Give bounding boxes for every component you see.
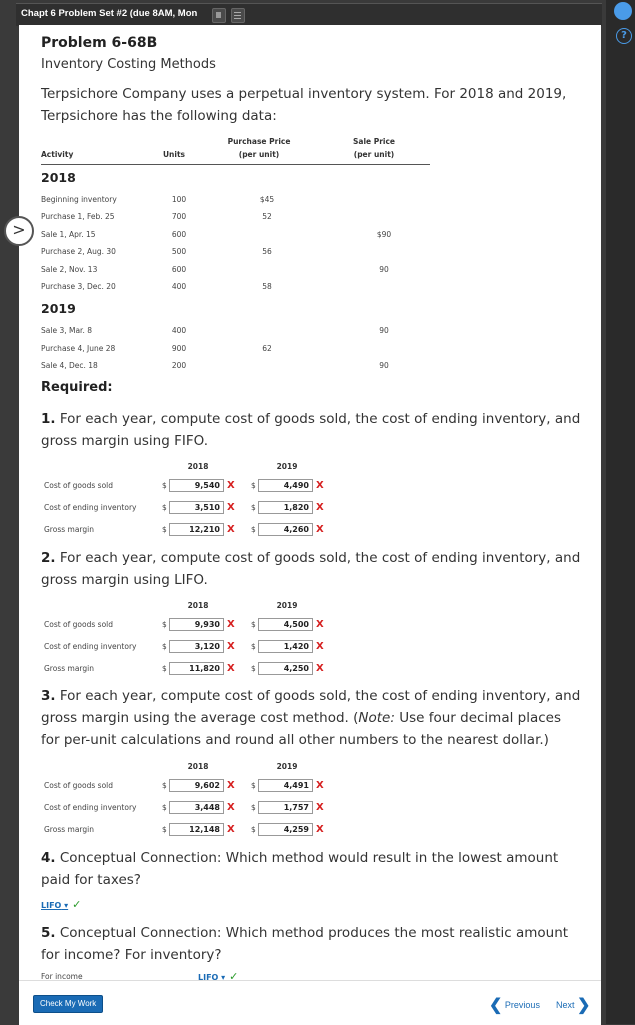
expand-arrow-icon[interactable]: > bbox=[4, 216, 34, 246]
incorrect-icon: X bbox=[227, 524, 235, 535]
row-units: 400 bbox=[171, 282, 187, 291]
currency-symbol: $ bbox=[251, 825, 256, 834]
header-sale-price: Sale Price bbox=[352, 137, 396, 146]
currency-symbol: $ bbox=[251, 525, 256, 534]
check-my-work-button[interactable]: Check My Work bbox=[33, 995, 103, 1013]
footer-bar bbox=[19, 980, 601, 1025]
lifo-2018-cogs-input[interactable]: 9,930 bbox=[169, 618, 224, 631]
incorrect-icon: X bbox=[227, 619, 235, 630]
label-ending-inventory: Cost of ending inventory bbox=[44, 642, 137, 651]
lifo-2019-gross-margin-input[interactable]: 4,250 bbox=[258, 662, 313, 675]
correct-check-icon: ✓ bbox=[229, 970, 239, 980]
incorrect-icon: X bbox=[316, 824, 324, 835]
fifo-2019-ending-inventory-input[interactable]: 1,820 bbox=[258, 501, 313, 514]
help-icon[interactable]: ? bbox=[616, 28, 632, 44]
q4-answer-dropdown[interactable]: LIFO ▾ ✓ bbox=[41, 898, 82, 911]
row-units: 700 bbox=[171, 212, 187, 221]
incorrect-icon: X bbox=[316, 641, 324, 652]
header-divider bbox=[41, 164, 430, 165]
incorrect-icon: X bbox=[316, 619, 324, 630]
row-activity: Sale 3, Mar. 8 bbox=[41, 326, 92, 335]
currency-symbol: $ bbox=[162, 481, 167, 490]
fifo-2018-ending-inventory-input[interactable]: 3,510 bbox=[169, 501, 224, 514]
label-gross-margin: Gross margin bbox=[44, 664, 94, 673]
question-2: 2. For each year, compute cost of goods sold, the cost of ending inventory, and gross margin using LIFO. bbox=[41, 550, 581, 588]
currency-symbol: $ bbox=[162, 620, 167, 629]
incorrect-icon: X bbox=[227, 502, 235, 513]
lifo-2018-header: 2018 bbox=[187, 601, 209, 610]
chevron-right-icon: ❯ bbox=[577, 997, 591, 1014]
row-units: 400 bbox=[171, 326, 187, 335]
correct-check-icon: ✓ bbox=[72, 898, 82, 911]
incorrect-icon: X bbox=[316, 802, 324, 813]
currency-symbol: $ bbox=[162, 664, 167, 673]
incorrect-icon: X bbox=[227, 480, 235, 491]
header-purchase-per-unit: (per unit) bbox=[238, 150, 280, 159]
avg-2018-cogs-input[interactable]: 9,602 bbox=[169, 779, 224, 792]
incorrect-icon: X bbox=[227, 824, 235, 835]
required-heading: Required: bbox=[41, 380, 113, 395]
currency-symbol: $ bbox=[162, 803, 167, 812]
header-activity: Activity bbox=[41, 150, 74, 159]
currency-symbol: $ bbox=[162, 825, 167, 834]
row-activity: Purchase 2, Aug. 30 bbox=[41, 247, 116, 256]
fifo-2018-gross-margin-input[interactable]: 12,210 bbox=[169, 523, 224, 536]
row-activity: Sale 4, Dec. 18 bbox=[41, 361, 98, 370]
currency-symbol: $ bbox=[251, 781, 256, 790]
chevron-left-icon: ❮ bbox=[489, 997, 503, 1014]
row-purchase: 56 bbox=[262, 247, 272, 256]
row-units: 500 bbox=[171, 247, 187, 256]
row-purchase: $45 bbox=[259, 195, 275, 204]
label-gross-margin: Gross margin bbox=[44, 825, 94, 834]
incorrect-icon: X bbox=[316, 663, 324, 674]
incorrect-icon: X bbox=[316, 524, 324, 535]
currency-symbol: $ bbox=[162, 642, 167, 651]
lifo-2019-header: 2019 bbox=[276, 601, 298, 610]
currency-symbol: $ bbox=[162, 525, 167, 534]
row-activity: Sale 2, Nov. 13 bbox=[41, 265, 98, 274]
header-purchase-price: Purchase Price bbox=[227, 137, 291, 146]
label-cogs: Cost of goods sold bbox=[44, 781, 114, 790]
question-3: 3. For each year, compute cost of goods sold, the cost of ending inventory, and gross margin using the average cost method. (Note: Use four decimal places for per-unit calculations and round all other numbers to the nearest dollar.) bbox=[41, 688, 581, 748]
row-sale: 90 bbox=[379, 326, 389, 335]
avg-2018-ending-inventory-input[interactable]: 3,448 bbox=[169, 801, 224, 814]
menu-icon[interactable] bbox=[231, 8, 245, 23]
fifo-2019-gross-margin-input[interactable]: 4,260 bbox=[258, 523, 313, 536]
currency-symbol: $ bbox=[251, 664, 256, 673]
label-ending-inventory: Cost of ending inventory bbox=[44, 503, 137, 512]
q5-income-dropdown[interactable]: LIFO ▾ ✓ bbox=[198, 970, 238, 980]
currency-symbol: $ bbox=[162, 503, 167, 512]
row-activity: Sale 1, Apr. 15 bbox=[41, 230, 96, 239]
fifo-2018-header: 2018 bbox=[187, 462, 209, 471]
year-2019-heading: 2019 bbox=[41, 301, 76, 316]
label-cogs: Cost of goods sold bbox=[44, 620, 114, 629]
avg-2019-ending-inventory-input[interactable]: 1,757 bbox=[258, 801, 313, 814]
for-income-label: For income bbox=[41, 972, 83, 980]
incorrect-icon: X bbox=[316, 480, 324, 491]
lifo-2018-ending-inventory-input[interactable]: 3,120 bbox=[169, 640, 224, 653]
lifo-2019-ending-inventory-input[interactable]: 1,420 bbox=[258, 640, 313, 653]
fifo-2019-header: 2019 bbox=[276, 462, 298, 471]
currency-symbol: $ bbox=[251, 642, 256, 651]
header-sale-per-unit: (per unit) bbox=[353, 150, 395, 159]
incorrect-icon: X bbox=[227, 780, 235, 791]
label-cogs: Cost of goods sold bbox=[44, 481, 114, 490]
avg-2018-gross-margin-input[interactable]: 12,148 bbox=[169, 823, 224, 836]
row-units: 900 bbox=[171, 344, 187, 353]
row-purchase: 62 bbox=[262, 344, 272, 353]
next-button[interactable]: Next ❯ bbox=[556, 997, 591, 1014]
avg-2019-cogs-input[interactable]: 4,491 bbox=[258, 779, 313, 792]
currency-symbol: $ bbox=[251, 503, 256, 512]
incorrect-icon: X bbox=[316, 780, 324, 791]
row-units: 100 bbox=[171, 195, 187, 204]
bookmark-icon[interactable] bbox=[212, 8, 226, 23]
header-units: Units bbox=[162, 150, 186, 159]
problem-subtitle: Inventory Costing Methods bbox=[41, 57, 216, 72]
row-units: 200 bbox=[171, 361, 187, 370]
currency-symbol: $ bbox=[162, 781, 167, 790]
row-purchase: 52 bbox=[262, 212, 272, 221]
assignment-title: Chapt 6 Problem Set #2 (due 8AM, Mon bbox=[21, 8, 198, 19]
label-gross-margin: Gross margin bbox=[44, 525, 94, 534]
incorrect-icon: X bbox=[227, 641, 235, 652]
right-rail bbox=[606, 0, 635, 1024]
question-5: 5. Conceptual Connection: Which method produces the most realistic amount for income? For inventory? bbox=[41, 925, 569, 963]
problem-title: Problem 6-68B bbox=[41, 35, 158, 51]
previous-button[interactable]: ❮ Previous bbox=[489, 997, 540, 1014]
question-4: 4. Conceptual Connection: Which method would result in the lowest amount paid for taxes? bbox=[41, 850, 559, 888]
title-bar bbox=[16, 3, 602, 26]
row-sale: 90 bbox=[379, 265, 389, 274]
avg-2018-header: 2018 bbox=[187, 762, 209, 771]
row-units: 600 bbox=[171, 265, 187, 274]
lifo-2019-cogs-input[interactable]: 4,500 bbox=[258, 618, 313, 631]
headset-icon[interactable] bbox=[614, 2, 632, 20]
row-sale: $90 bbox=[376, 230, 392, 239]
incorrect-icon: X bbox=[227, 663, 235, 674]
currency-symbol: $ bbox=[251, 481, 256, 490]
avg-2019-gross-margin-input[interactable]: 4,259 bbox=[258, 823, 313, 836]
lifo-2018-gross-margin-input[interactable]: 11,820 bbox=[169, 662, 224, 675]
row-activity: Beginning inventory bbox=[41, 195, 117, 204]
row-activity: Purchase 4, June 28 bbox=[41, 344, 116, 353]
incorrect-icon: X bbox=[227, 802, 235, 813]
row-sale: 90 bbox=[379, 361, 389, 370]
row-purchase: 58 bbox=[262, 282, 272, 291]
currency-symbol: $ bbox=[251, 803, 256, 812]
fifo-2019-cogs-input[interactable]: 4,490 bbox=[258, 479, 313, 492]
problem-intro: Terpsichore Company uses a perpetual inventory system. For 2018 and 2019, Terpsichore has the following data: bbox=[41, 86, 567, 124]
problem-panel bbox=[19, 25, 601, 980]
question-1: 1. For each year, compute cost of goods sold, the cost of ending inventory, and gross margin using FIFO. bbox=[41, 411, 581, 449]
label-ending-inventory: Cost of ending inventory bbox=[44, 803, 137, 812]
avg-2019-header: 2019 bbox=[276, 762, 298, 771]
fifo-2018-cogs-input[interactable]: 9,540 bbox=[169, 479, 224, 492]
row-activity: Purchase 3, Dec. 20 bbox=[41, 282, 116, 291]
currency-symbol: $ bbox=[251, 620, 256, 629]
year-2018-heading: 2018 bbox=[41, 170, 76, 185]
row-activity: Purchase 1, Feb. 25 bbox=[41, 212, 115, 221]
incorrect-icon: X bbox=[316, 502, 324, 513]
row-units: 600 bbox=[171, 230, 187, 239]
